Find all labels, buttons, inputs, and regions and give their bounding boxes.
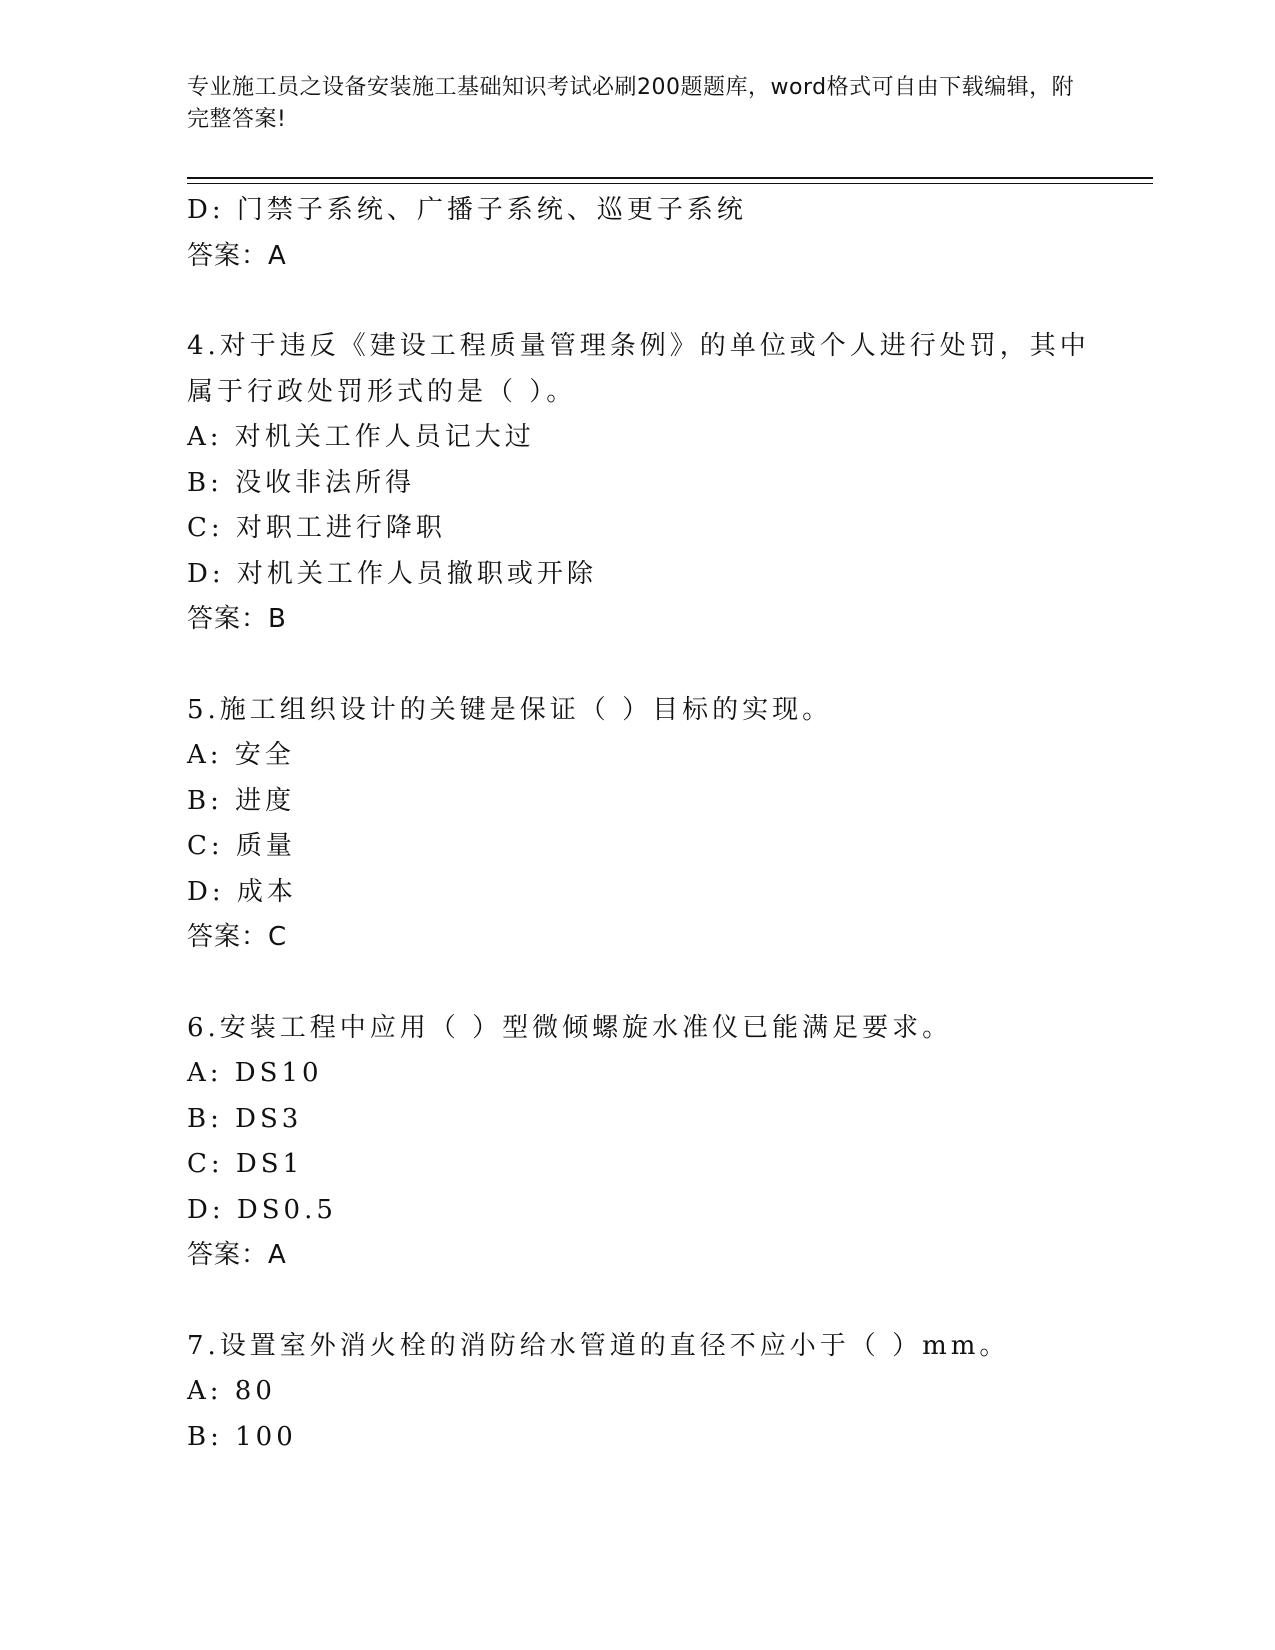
option-c: C: DS1 <box>187 1149 304 1179</box>
header-divider-thick <box>187 177 1153 179</box>
question-block <box>187 688 1117 961</box>
answer-label: 答案：A <box>187 240 287 271</box>
spacer <box>187 643 1117 688</box>
question-block <box>187 324 1117 643</box>
option-b: B: DS3 <box>187 1103 303 1134</box>
question-list <box>187 188 1117 1460</box>
question-block <box>187 188 1117 279</box>
question-block <box>187 1324 1117 1461</box>
header-divider-thin <box>187 183 1153 184</box>
spacer <box>187 961 1117 1006</box>
option-b: B: 没收非法所得 <box>187 467 416 498</box>
answer-label: 答案：B <box>187 604 287 634</box>
option-d: D: 对机关工作人员撤职或开除 <box>187 558 597 589</box>
option-c: C: 对职工进行降职 <box>187 513 446 543</box>
option-a: A: 安全 <box>187 740 295 770</box>
option-c: C: 质量 <box>187 831 296 861</box>
answer-label: 答案：C <box>187 922 288 952</box>
question-text: 6.安装工程中应用（ ）型微倾螺旋水准仪已能满足要求。 <box>187 1012 953 1043</box>
option-d: D: 门禁子系统、广播子系统、巡更子系统 <box>187 195 747 225</box>
question-text: 5.施工组织设计的关键是保证（ ）目标的实现。 <box>187 694 833 725</box>
answer-label: 答案：A <box>187 1240 287 1270</box>
option-a: A: DS10 <box>187 1058 323 1088</box>
spacer <box>187 279 1117 324</box>
option-b: B: 进度 <box>187 785 296 816</box>
option-a: A: 80 <box>187 1376 276 1406</box>
spacer <box>187 1279 1117 1324</box>
option-d: D: 成本 <box>187 876 297 907</box>
question-block <box>187 1006 1117 1279</box>
option-a: A: 对机关工作人员记大过 <box>187 422 535 452</box>
question-text: 4.对于违反《建设工程质量管理条例》的单位或个人进行处罚，其中属于行政处罚形式的是（ ）。 <box>187 331 1090 407</box>
option-d: D: DS0.5 <box>187 1194 337 1225</box>
option-b: B: 100 <box>187 1421 297 1452</box>
question-text: 7.设置室外消火栓的消防给水管道的直径不应小于（ ）mm。 <box>187 1330 1010 1361</box>
document-header: 专业施工员之设备安装施工基础知识考试必刷200题题库，word格式可自由下载编辑，附完整答案! <box>187 75 1075 132</box>
